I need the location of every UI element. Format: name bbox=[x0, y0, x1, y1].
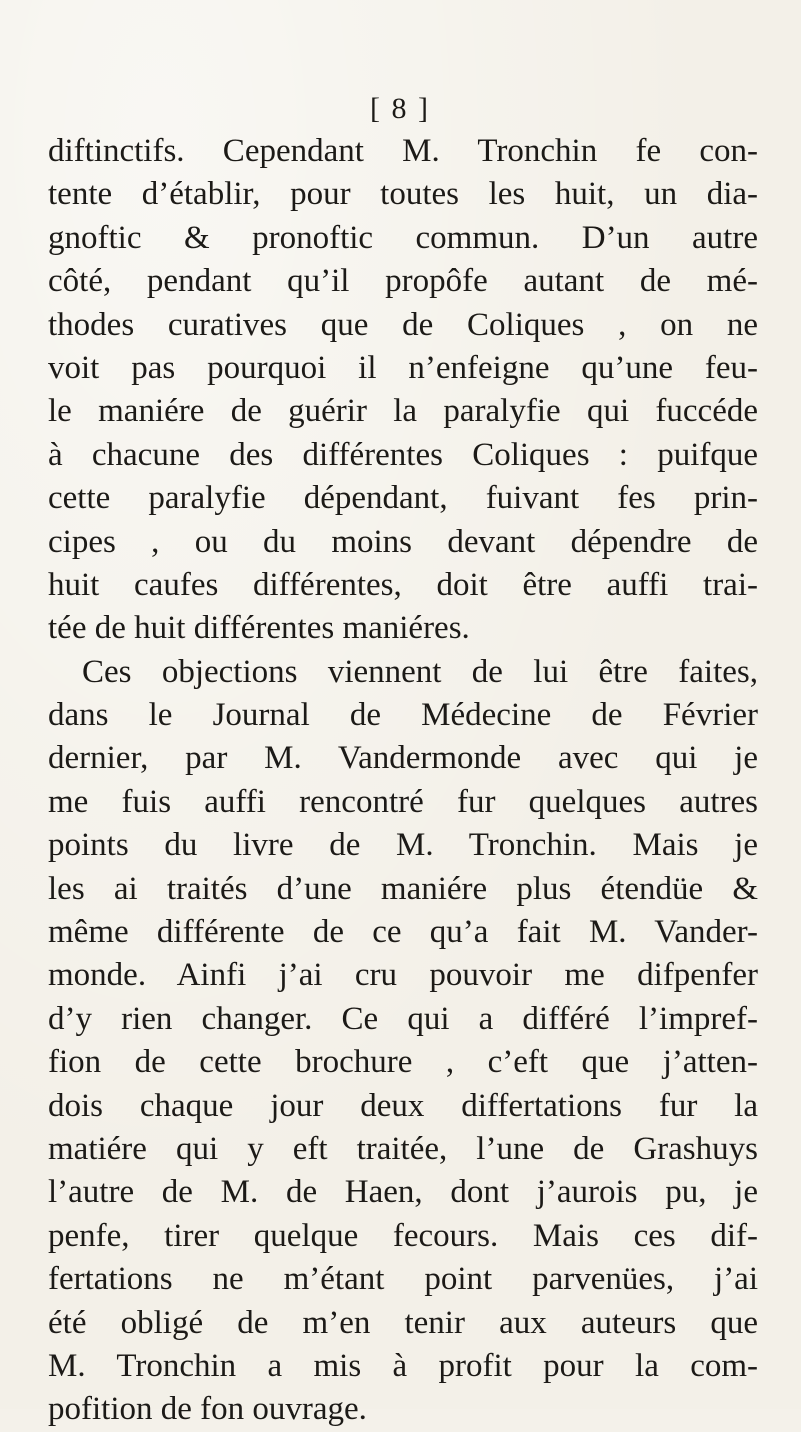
text-line: cipes , ou du moins devant dépendre de bbox=[48, 523, 758, 560]
text-line: le maniére de guérir la paralyfie qui fuccéde bbox=[48, 393, 758, 430]
text-line: les ai traités d’une maniére plus étendüe & bbox=[48, 870, 758, 907]
text-line: M. Tronchin a mis à profit pour la com- bbox=[48, 1347, 758, 1384]
text-line: voit pas pourquoi il n’enfeigne qu’une feu- bbox=[48, 349, 758, 386]
text-line: monde. Ainfi j’ai cru pouvoir me difpenfer bbox=[48, 957, 758, 994]
text-line: huit caufes différentes, doit être auffi trai- bbox=[48, 566, 758, 603]
text-line: points du livre de M. Tronchin. Mais je bbox=[48, 827, 758, 864]
text-line: matiére qui y eft traitée, l’une de Grashuys bbox=[48, 1130, 758, 1167]
text-line: tée de huit différentes maniéres. bbox=[48, 610, 470, 647]
text-line: tente d’établir, pour toutes les huit, un dia- bbox=[48, 176, 758, 213]
text-line: pofition de fon ouvrage. bbox=[48, 1391, 367, 1428]
text-line: l’autre de M. de Haen, dont j’aurois pu, je bbox=[48, 1174, 758, 1211]
text-line: diftinctifs. Cependant M. Tronchin fe con- bbox=[48, 133, 758, 169]
text-line: d’y rien changer. Ce qui a différé l’impref- bbox=[48, 1000, 758, 1037]
text-line: dois chaque jour deux differtations fur la bbox=[48, 1087, 758, 1124]
text-line: fion de cette brochure , c’eft que j’atten- bbox=[48, 1044, 758, 1081]
text-line: même différente de ce qu’a fait M. Vander- bbox=[48, 914, 758, 951]
text-line: dans le Journal de Médecine de Février bbox=[48, 697, 758, 734]
text-line: Ces objections viennent de lui être faites, bbox=[82, 653, 758, 690]
page-number: [ 8 ] bbox=[370, 92, 430, 125]
text-line: gnoftic & pronoftic commun. D’un autre bbox=[48, 219, 758, 256]
text-line: à chacune des différentes Coliques : puifque bbox=[48, 436, 758, 473]
text-line: fertations ne m’étant point parvenües, j’ai bbox=[48, 1261, 758, 1298]
text-line: cette paralyfie dépendant, fuivant fes prin- bbox=[48, 480, 758, 517]
text-line: penfe, tirer quelque fecours. Mais ces dif- bbox=[48, 1217, 758, 1254]
text-line: été obligé de m’en tenir aux auteurs que bbox=[48, 1304, 758, 1341]
text-line: côté, pendant qu’il propôfe autant de mé- bbox=[48, 263, 758, 300]
text-line: dernier, par M. Vandermonde avec qui je bbox=[48, 740, 758, 777]
text-line: thodes curatives que de Coliques , on ne bbox=[48, 306, 758, 343]
body-text bbox=[48, 130, 758, 1432]
text-line: me fuis auffi rencontré fur quelques autres bbox=[48, 783, 758, 820]
